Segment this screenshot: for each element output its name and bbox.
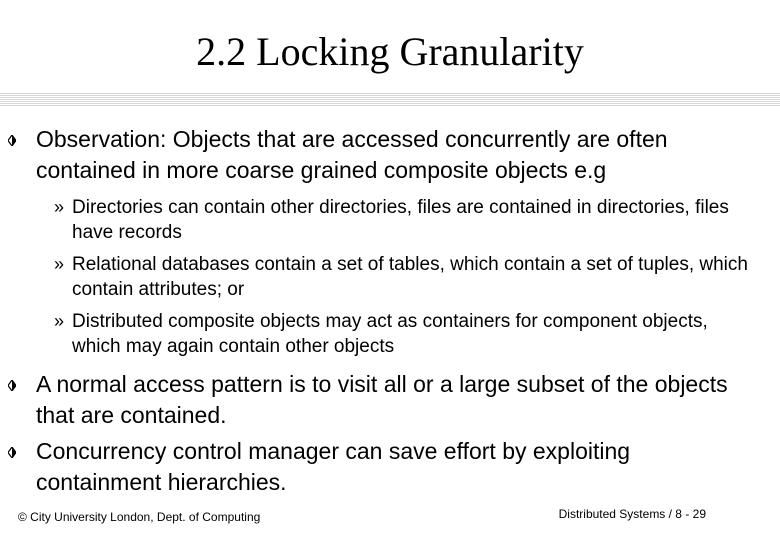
bullet-text: A normal access pattern is to visit all or a large subset of the objects that are contained. xyxy=(36,371,728,428)
subbullet-text: Relational databases contain a set of tables, which contain a set of tuples, which contain attributes; or xyxy=(72,254,748,300)
diamond-bullet-icon xyxy=(8,135,16,146)
title-divider xyxy=(0,93,780,107)
subbullet-distributed xyxy=(54,309,752,359)
subbullet-marker: » xyxy=(54,311,65,331)
slide-title: 2.2 Locking Granularity xyxy=(196,29,584,74)
diamond-bullet-icon xyxy=(8,447,16,458)
bullet-text: Concurrency control manager can save effort by exploiting containment hierarchies. xyxy=(36,438,631,495)
footer-copyright: © City University London, Dept. of Computing xyxy=(18,510,261,524)
bullet-text: Observation: Objects that are accessed concurrently are often contained in more coarse grained composite objects e.g xyxy=(36,126,668,183)
footer-slide-number: Distributed Systems / 8 - 29 xyxy=(558,507,706,521)
subbullet-text: Directories can contain other directories, files are contained in directories, files have records xyxy=(72,197,729,243)
subbullet-marker: » xyxy=(54,254,65,274)
subbullet-directories xyxy=(54,195,752,245)
bullet-observation xyxy=(36,124,756,186)
bullet-access-pattern xyxy=(36,369,756,431)
subbullet-marker: » xyxy=(54,197,65,217)
diamond-bullet-icon xyxy=(8,380,16,391)
subbullet-text: Distributed composite objects may act as containers for component objects, which may again contain other objects xyxy=(72,311,708,357)
bullet-concurrency-control xyxy=(36,436,756,498)
subbullet-relational xyxy=(54,252,752,302)
